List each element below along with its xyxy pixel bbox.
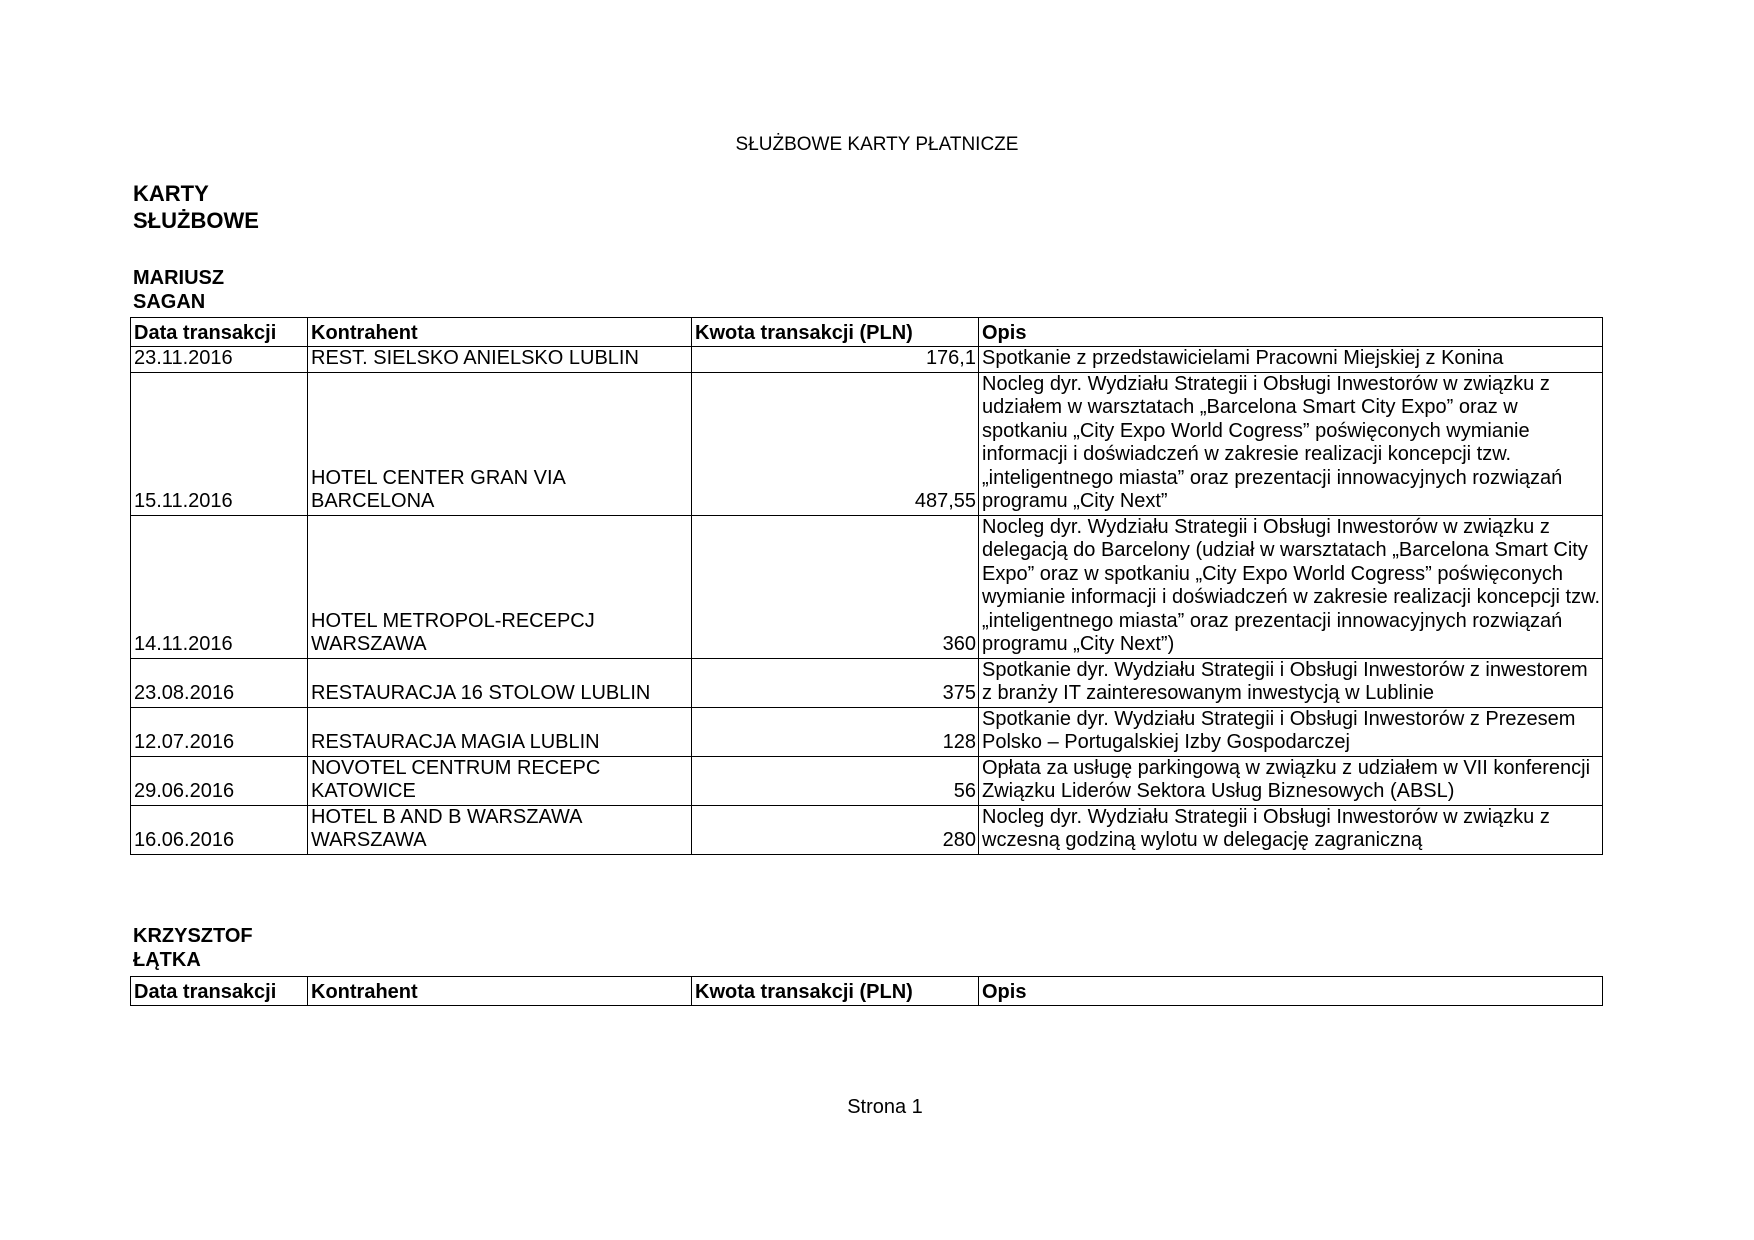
cell-contractor: NOVOTEL CENTRUM RECEPC KATOWICE (308, 756, 692, 805)
cell-date: 12.07.2016 (131, 707, 308, 756)
column-header-amount: Kwota transakcji (PLN) (692, 318, 979, 347)
cell-date: 16.06.2016 (131, 805, 308, 854)
cell-amount: 176,1 (692, 347, 979, 373)
cell-amount: 56 (692, 756, 979, 805)
cell-amount: 487,55 (692, 372, 979, 515)
transactions-table-sagan (130, 317, 1603, 855)
section-title (133, 180, 259, 234)
table-header-row (131, 318, 1603, 347)
cell-date: 23.11.2016 (131, 347, 308, 373)
section-title-line-1: KARTY (133, 181, 209, 206)
cell-amount: 280 (692, 805, 979, 854)
table-row (131, 707, 1603, 756)
cell-contractor: HOTEL B AND B WARSZAWA WARSZAWA (308, 805, 692, 854)
section-title-line-2: SŁUŻBOWE (133, 208, 259, 233)
cell-description: Spotkanie dyr. Wydziału Strategii i Obsługi Inwestorów z inwestorem z branży IT zainteresowanym inwestycją w Lublinie (979, 658, 1603, 707)
cell-description: Spotkanie dyr. Wydziału Strategii i Obsługi Inwestorów z Prezesem Polsko – Portugalskiej Izby Gospodarczej (979, 707, 1603, 756)
transactions-body-sagan (131, 347, 1603, 855)
person-last-name: SAGAN (133, 291, 206, 313)
person-name-latka (133, 924, 253, 972)
table-row (131, 372, 1603, 515)
table-row (131, 805, 1603, 854)
table-row (131, 347, 1603, 373)
column-header-date: Data transakcji (131, 977, 308, 1006)
cell-description: Opłata za usługę parkingową w związku z udziałem w VII konferencji Związku Liderów Sektora Usług Biznesowych (ABSL) (979, 756, 1603, 805)
table-row (131, 756, 1603, 805)
transactions-table-latka (130, 976, 1603, 1006)
cell-description: Nocleg dyr. Wydziału Strategii i Obsługi Inwestorów w związku z wczesną godziną wylotu w delegację zagraniczną (979, 805, 1603, 854)
cell-date: 23.08.2016 (131, 658, 308, 707)
cell-amount: 360 (692, 515, 979, 658)
cell-amount: 375 (692, 658, 979, 707)
table-row (131, 515, 1603, 658)
table-row (131, 658, 1603, 707)
cell-date: 29.06.2016 (131, 756, 308, 805)
column-header-date: Data transakcji (131, 318, 308, 347)
column-header-description: Opis (979, 318, 1603, 347)
person-last-name: ŁĄTKA (133, 949, 201, 971)
cell-contractor: HOTEL METROPOL-RECEPCJ WARSZAWA (308, 515, 692, 658)
column-header-contractor: Kontrahent (308, 318, 692, 347)
cell-contractor: REST. SIELSKO ANIELSKO LUBLIN (308, 347, 692, 373)
column-header-contractor: Kontrahent (308, 977, 692, 1006)
cell-contractor: HOTEL CENTER GRAN VIA BARCELONA (308, 372, 692, 515)
column-header-description: Opis (979, 977, 1603, 1006)
page-number: Strona 1 (847, 1096, 923, 1118)
person-name-sagan (133, 266, 224, 314)
cell-description: Nocleg dyr. Wydziału Strategii i Obsługi Inwestorów w związku z udziałem w warsztatach „Barcelona Smart City Expo” oraz w spotkaniu „City Expo World Cogress” poświęconych wymianie informacji i doświadczeń w zakresie realizacji koncepcji tzw. „inteligentnego miasta” oraz prezentacji innowacyjnych rozwiązań programu „City Next” (979, 372, 1603, 515)
cell-amount: 128 (692, 707, 979, 756)
cell-date: 14.11.2016 (131, 515, 308, 658)
cell-date: 15.11.2016 (131, 372, 308, 515)
person-first-name: KRZYSZTOF (133, 925, 253, 947)
cell-contractor: RESTAURACJA MAGIA LUBLIN (308, 707, 692, 756)
table-header-row (131, 977, 1603, 1006)
person-first-name: MARIUSZ (133, 267, 225, 289)
cell-contractor: RESTAURACJA 16 STOLOW LUBLIN (308, 658, 692, 707)
cell-description: Spotkanie z przedstawicielami Pracowni Miejskiej z Konina (979, 347, 1603, 373)
cell-description: Nocleg dyr. Wydziału Strategii i Obsługi Inwestorów w związku z delegacją do Barcelony (udział w warsztatach „Barcelona Smart City Expo” oraz w spotkaniu „City Expo World Cogress” poświęconych wymianie informacji i doświadczeń w zakresie realizacji koncepcji tzw. „inteligentnego miasta” oraz prezentacji innowacyjnych rozwiązań programu „City Next”) (979, 515, 1603, 658)
page-header: SŁUŻBOWE KARTY PŁATNICZE (735, 134, 1019, 155)
column-header-amount: Kwota transakcji (PLN) (692, 977, 979, 1006)
